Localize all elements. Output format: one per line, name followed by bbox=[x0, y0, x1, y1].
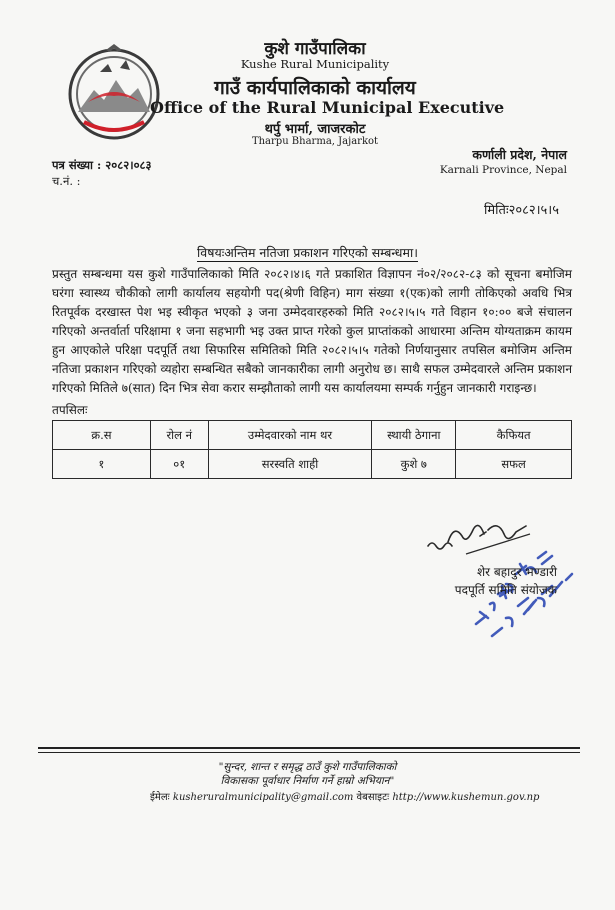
office-name-np: गाउँ कार्यपालिकाको कार्यालय bbox=[214, 77, 416, 99]
slogan-line-2: विकासका पूर्वाधार निर्माण गर्ने हाम्रो अभियान" bbox=[220, 775, 395, 787]
letter-body: प्रस्तुत सम्बन्धमा यस कुशे गाउँपालिकाको मिति २०८२।४।६ गते प्रकाशित विज्ञापन नं०२/२०८२-८३ को सूचना बमोजिम घरंगा स्वास्थ्य चौकीको लागी कार्यालय सहयोगी पद(श्रेणी विहिन) माग संख्या १(एक)को लागी तोकिएको अवधि भित्र रितपूर्वक दरखास्त पेश भइ स्वीकृत भएको ३ जना उम्मेदवारहरुको मिति २०८२।५।५ गते विहान १०:०० बजे संचालन गरिएको अन्तर्वार्ता परिक्षामा १ जना सहभागी भइ उक्त प्राप्त गरेको कुल प्राप्तांकको आधारमा अन्तिम योग्यताक्रम कायम हुन आएकोले परिक्षा पदपूर्ति तथा सिफारिस समितिको मिति २०८२।५।५ गतेको निर्णयानुसार तपसिल बमोजिम अन्तिम नतिजा प्रकाशन गरिएको व्यहोरा सम्बन्धित सबैको जानकारीका लागी अनुरोध छ। साथै सफल उम्मेदवारले अन्तिम प्रकाशन गरिएको मितिले ७(सात) दिन भित्र सेवा करार सम्झौताको लागी यस कार्यालयमा सम्पर्क गर्नुहुन जानकारी गराइन्छ। bbox=[52, 267, 572, 395]
province-np: कर्णाली प्रदेश, नेपाल bbox=[472, 147, 567, 162]
footer-rule-top bbox=[38, 747, 580, 749]
cell-name: सरस्वति शाही bbox=[208, 450, 372, 479]
cell-serial: १ bbox=[53, 450, 151, 479]
tapasil-label: तपसिलः bbox=[52, 403, 88, 417]
slogan-line-1: "सुन्दर, शान्त र समृद्ध ठाउँ कुशे गाउँपालिकाको bbox=[218, 761, 397, 773]
cell-roll: ०१ bbox=[150, 450, 208, 479]
office-name-en: Office of the Rural Municipal Executive bbox=[150, 98, 505, 117]
signer-name: शेर बहादुर भण्डारी bbox=[477, 565, 557, 579]
nepal-emblem-logo bbox=[64, 42, 164, 142]
website-label: वेबसाइटः bbox=[356, 792, 390, 803]
table-row bbox=[53, 450, 572, 479]
contact-info bbox=[150, 789, 539, 803]
subject-line bbox=[0, 244, 615, 261]
signer-title: पदपूर्ति समिति संयोजक bbox=[454, 583, 557, 597]
col-header-address: स्थायी ठेगाना bbox=[372, 421, 456, 450]
table-header-row bbox=[53, 421, 572, 450]
col-header-roll: रोल नं bbox=[150, 421, 208, 450]
cell-address: कुशे ७ bbox=[372, 450, 456, 479]
province-en: Karnali Province, Nepal bbox=[439, 164, 567, 176]
col-header-serial: क्र.स bbox=[53, 421, 151, 450]
municipality-name-np: कुशे गाउँपालिका bbox=[264, 39, 366, 59]
municipality-name-en: Kushe Rural Municipality bbox=[240, 57, 390, 71]
subject-text: विषयःअन्तिम नतिजा प्रकाशन गरिएको सम्बन्धमा। bbox=[197, 245, 418, 260]
dispatch-number: च.नं. : bbox=[52, 174, 81, 188]
website-url: http://www.kushemun.gov.np bbox=[392, 792, 540, 803]
letter-date: मितिः२०८२।५।५ bbox=[484, 203, 559, 218]
results-table bbox=[52, 420, 572, 479]
email-label: ईमेलः bbox=[150, 792, 170, 803]
email-address: kusheruralmunicipality@gmail.com bbox=[172, 792, 354, 803]
cell-remarks: सफल bbox=[456, 450, 572, 479]
letter-number: पत्र संख्या : २०८२।०८३ bbox=[52, 158, 152, 172]
footer-rule-bottom bbox=[38, 752, 580, 753]
address-en: Tharpu Bharma, Jajarkot bbox=[251, 136, 379, 147]
address-np: थर्पु भार्मा, जाजरकोट bbox=[264, 122, 366, 137]
col-header-name: उम्मेदवारको नाम थर bbox=[208, 421, 372, 450]
col-header-remarks: कैफियत bbox=[456, 421, 572, 450]
